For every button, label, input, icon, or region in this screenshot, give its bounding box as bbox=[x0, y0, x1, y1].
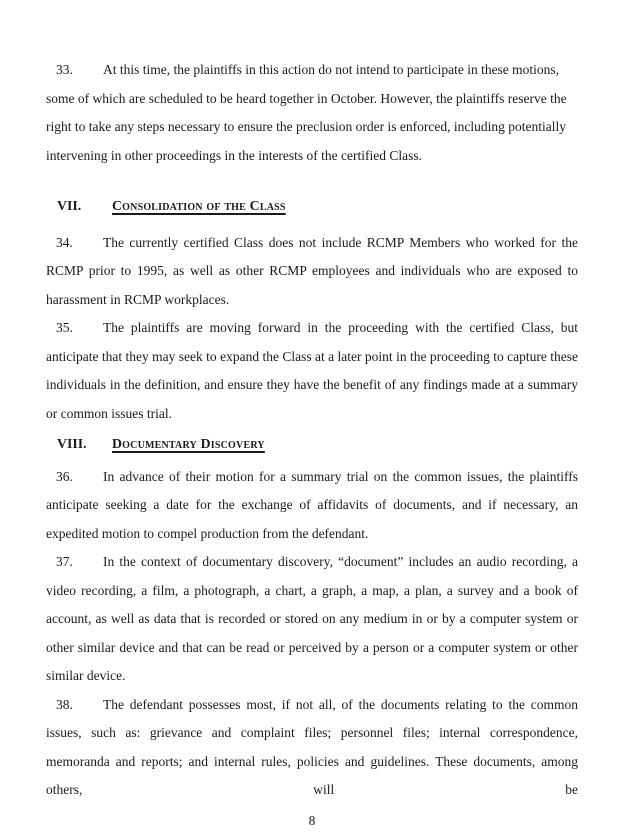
paragraph-35-text: The plaintiffs are moving forward in the proceeding with the certified Class, but anticipate that they may seek to expand the Class at a later point in the proceeding to capture these individuals in the definition, and ensure they have the benefit of any findings made at a summary or common issues trial. bbox=[46, 320, 578, 421]
paragraph-35-number: 35. bbox=[56, 314, 103, 343]
paragraph-34-text: The currently certified Class does not include RCMP Members who worked for the RCMP prior to 1995, as well as other RCMP employees and individuals who are exposed to harassment in RCMP workplaces. bbox=[46, 235, 578, 307]
page-number: 8 bbox=[46, 807, 578, 835]
paragraph-34 bbox=[46, 229, 578, 315]
paragraph-38-number: 38. bbox=[56, 691, 103, 720]
paragraph-36-number: 36. bbox=[56, 463, 103, 492]
section-viii-number: VIII. bbox=[57, 430, 112, 459]
paragraph-33-number: 33. bbox=[56, 56, 103, 85]
section-viii-title: Documentary Discovery bbox=[112, 436, 265, 451]
section-heading-viii bbox=[46, 430, 578, 459]
section-vii-number: VII. bbox=[57, 192, 112, 221]
paragraph-34-number: 34. bbox=[56, 229, 103, 258]
paragraph-36-text: In advance of their motion for a summary trial on the common issues, the plaintiffs anticipate seeking a date for the exchange of affidavits of documents, and if necessary, an expedited motion to compel production from the defendant. bbox=[46, 469, 578, 541]
paragraph-37-number: 37. bbox=[56, 548, 103, 577]
section-vii-title: Consolidation of the Class bbox=[112, 198, 286, 213]
paragraph-37 bbox=[46, 548, 578, 691]
paragraph-38 bbox=[46, 691, 578, 805]
paragraph-33 bbox=[46, 56, 578, 170]
paragraph-36 bbox=[46, 463, 578, 549]
paragraph-35 bbox=[46, 314, 578, 428]
section-heading-vii bbox=[46, 192, 578, 221]
paragraph-33-text: At this time, the plaintiffs in this action do not intend to participate in these motions, some of which are scheduled to be heard together in October. However, the plaintiffs reserve the right to take any steps necessary to ensure the preclusion order is enforced, including potentially intervening in other proceedings in the interests of the certified Class. bbox=[46, 62, 567, 163]
paragraph-38-text: The defendant possesses most, if not all, of the documents relating to the common issues, such as: grievance and complaint files; personnel files; internal correspondence, memoranda and reports; and internal rules, policies and guidelines. These documents, among others, will be bbox=[46, 697, 578, 798]
paragraph-37-text: In the context of documentary discovery, “document” includes an audio recording, a video recording, a film, a photograph, a chart, a graph, a map, a plan, a survey and a book of account, as well as data that is recorded or stored on any medium in or by a computer system or other similar device and that can be read or perceived by a person or a computer system or other similar device. bbox=[46, 554, 578, 683]
